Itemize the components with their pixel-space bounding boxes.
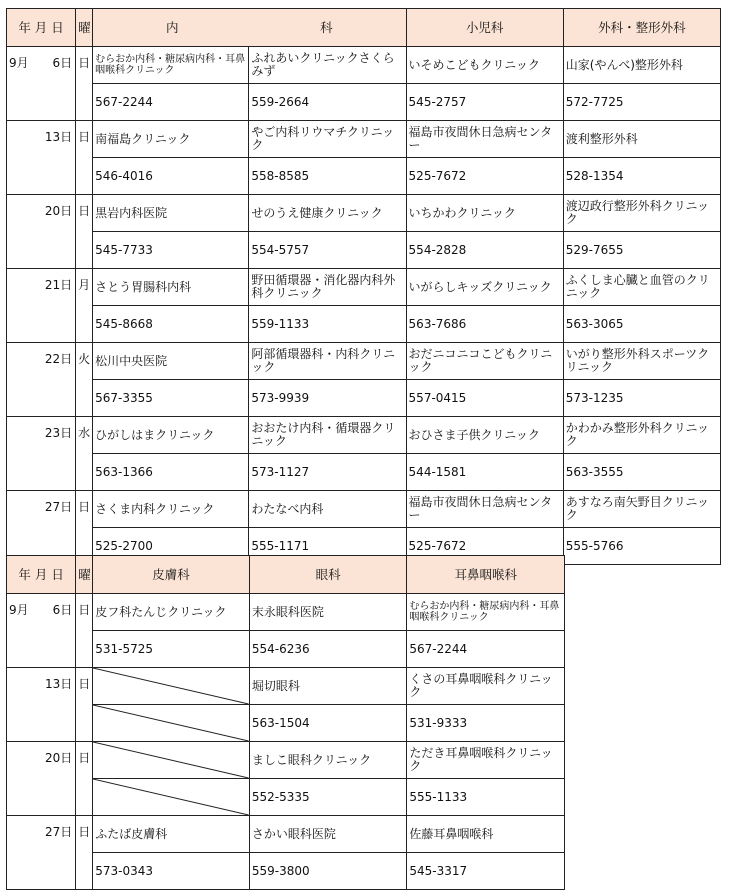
clinic-ent: くさの耳鼻咽喉科クリニック [407, 668, 565, 705]
date-cell [7, 195, 76, 269]
phone-pediatrics: 525-7672 [406, 158, 563, 195]
phone-pediatrics: 544-1581 [406, 454, 563, 491]
month-label: 9月 [9, 603, 29, 617]
day-label: 13日 [44, 677, 73, 691]
header-internal-medicine [93, 9, 406, 47]
phone-pediatrics: 563-7686 [406, 306, 563, 343]
clinic-internal-1: さくま内科クリニック [93, 491, 249, 528]
clinic-internal-2: おおたけ内科・循環器クリニック [249, 417, 406, 454]
clinic-dermatology: ふたば皮膚科 [93, 816, 250, 853]
no-dermatology-slash [93, 742, 250, 779]
clinic-pediatrics: いちかわクリニック [406, 195, 563, 232]
weekday-cell: 日 [76, 47, 93, 121]
phone-internal-1: 525-2700 [93, 528, 249, 565]
weekday-cell: 月 [76, 269, 93, 343]
clinic-ophthalmology: 末永眼科医院 [249, 594, 407, 631]
clinic-internal-1: むらおか内科・糖尿病内科・耳鼻咽喉科クリニック [93, 47, 249, 84]
clinic-pediatrics: 福島市夜間休日急病センター [406, 121, 563, 158]
phone-pediatrics: 525-7672 [406, 528, 563, 565]
table-row-phone [7, 454, 721, 491]
table-row-phone [7, 306, 721, 343]
phone-ent: 531-9333 [407, 705, 565, 742]
clinic-surgery: ふくしま心臓と血管のクリニック [563, 269, 720, 306]
phone-surgery: 573-1235 [563, 380, 720, 417]
header-internal-nai: 内 [165, 20, 179, 35]
clinic-surgery: あすなろ南矢野目クリニック [563, 491, 720, 528]
weekday-cell: 日 [76, 742, 93, 816]
day-label: 27日 [44, 500, 73, 514]
weekday-cell: 日 [76, 195, 93, 269]
phone-internal-1: 545-7733 [93, 232, 249, 269]
clinic-internal-1: 南福島クリニック [93, 121, 249, 158]
table-row [7, 491, 721, 528]
no-dermatology-slash [93, 779, 250, 816]
table-row [7, 742, 565, 779]
phone-internal-2: 554-5757 [249, 232, 406, 269]
clinic-internal-2: ふれあいクリニックさくらみず [249, 47, 406, 84]
phone-ophthalmology: 559-3800 [249, 853, 407, 890]
phone-pediatrics: 557-0415 [406, 380, 563, 417]
day-label: 23日 [44, 426, 73, 440]
clinic-surgery: かわかみ整形外科クリニック [563, 417, 720, 454]
clinic-surgery: 渡辺政行整形外科クリニック [563, 195, 720, 232]
clinic-internal-2: 野田循環器・消化器内科外科クリニック [249, 269, 406, 306]
phone-surgery: 572-7725 [563, 84, 720, 121]
clinic-ophthalmology: ましこ眼科クリニック [249, 742, 407, 779]
table-row-phone [7, 158, 721, 195]
table-row-phone [7, 380, 721, 417]
clinic-internal-2: せのうえ健康クリニック [249, 195, 406, 232]
clinic-dermatology: 皮フ科たんじクリニック [93, 594, 250, 631]
clinic-surgery: 渡利整形外科 [563, 121, 720, 158]
phone-internal-2: 555-1171 [249, 528, 406, 565]
clinic-ent: むらおか内科・糖尿病内科・耳鼻咽喉科クリニック [407, 594, 565, 631]
weekday-cell: 日 [76, 491, 93, 565]
header-surgery: 外科・整形外科 [563, 9, 720, 47]
clinic-ent: ただき耳鼻咽喉科クリニック [407, 742, 565, 779]
day-label: 22日 [44, 352, 73, 366]
phone-pediatrics: 554-2828 [406, 232, 563, 269]
clinic-pediatrics: 福島市夜間休日急病センター [406, 491, 563, 528]
date-cell [7, 742, 76, 816]
phone-ophthalmology: 552-5335 [249, 779, 407, 816]
table-row [7, 668, 565, 705]
header-dermatology: 皮膚科 [93, 556, 250, 594]
phone-internal-1: 546-4016 [93, 158, 249, 195]
date-cell [7, 121, 76, 195]
clinic-surgery: 山家(やんべ)整形外科 [563, 47, 720, 84]
phone-surgery: 563-3065 [563, 306, 720, 343]
phone-internal-1: 567-2244 [93, 84, 249, 121]
clinic-ent: 佐藤耳鼻咽喉科 [407, 816, 565, 853]
date-cell [7, 47, 76, 121]
date-cell [7, 343, 76, 417]
table-row [7, 594, 565, 631]
date-cell [7, 417, 76, 491]
weekday-cell: 水 [76, 417, 93, 491]
duty-table-specialty [6, 555, 565, 890]
day-label: 20日 [44, 751, 73, 765]
header-ophthalmology: 眼科 [249, 556, 407, 594]
header-date: 年 月 日 [7, 556, 76, 594]
no-dermatology-slash [93, 705, 250, 742]
table-row [7, 417, 721, 454]
header-ent: 耳鼻咽喉科 [407, 556, 565, 594]
table-row [7, 343, 721, 380]
clinic-internal-2: わたなべ内科 [249, 491, 406, 528]
table-row [7, 816, 565, 853]
date-cell [7, 269, 76, 343]
day-label: 13日 [44, 130, 73, 144]
header-date: 年 月 日 [7, 9, 76, 47]
phone-ent: 555-1133 [407, 779, 565, 816]
phone-surgery: 563-3555 [563, 454, 720, 491]
phone-internal-2: 559-2664 [249, 84, 406, 121]
table-row [7, 47, 721, 84]
phone-internal-1: 545-8668 [93, 306, 249, 343]
phone-internal-2: 573-9939 [249, 380, 406, 417]
phone-ophthalmology: 554-6236 [249, 631, 407, 668]
phone-dermatology: 573-0343 [93, 853, 250, 890]
header-internal-ka: 科 [320, 20, 333, 35]
phone-surgery: 555-5766 [563, 528, 720, 565]
clinic-ophthalmology: さかい眼科医院 [249, 816, 407, 853]
table-row-phone [7, 84, 721, 121]
phone-ent: 567-2244 [407, 631, 565, 668]
header-weekday: 曜 [76, 556, 93, 594]
phone-internal-2: 558-8585 [249, 158, 406, 195]
clinic-pediatrics: おだニコニコこどもクリニック [406, 343, 563, 380]
clinic-pediatrics: いそめこどもクリニック [406, 47, 563, 84]
date-cell [7, 594, 76, 668]
clinic-internal-2: 阿部循環器科・内科クリニック [249, 343, 406, 380]
day-label: 21日 [44, 278, 73, 292]
day-label: 6日 [52, 56, 73, 70]
clinic-internal-2: やご内科リウマチクリニック [249, 121, 406, 158]
table-row [7, 195, 721, 232]
phone-ent: 545-3317 [407, 853, 565, 890]
header-weekday: 曜 [76, 9, 93, 47]
phone-internal-1: 563-1366 [93, 454, 249, 491]
phone-surgery: 529-7655 [563, 232, 720, 269]
phone-pediatrics: 545-2757 [406, 84, 563, 121]
clinic-surgery: いがり整形外科スポーツクリニック [563, 343, 720, 380]
day-label: 27日 [44, 825, 73, 839]
phone-dermatology: 531-5725 [93, 631, 250, 668]
month-label: 9月 [9, 56, 29, 70]
date-cell [7, 491, 76, 565]
weekday-cell: 日 [76, 668, 93, 742]
clinic-internal-1: 黒岩内科医院 [93, 195, 249, 232]
phone-internal-1: 567-3355 [93, 380, 249, 417]
clinic-internal-1: さとう胃腸科内科 [93, 269, 249, 306]
day-label: 20日 [44, 204, 73, 218]
clinic-pediatrics: いがらしキッズクリニック [406, 269, 563, 306]
table-row [7, 269, 721, 306]
table-row [7, 121, 721, 158]
weekday-cell: 日 [76, 816, 93, 890]
phone-internal-2: 559-1133 [249, 306, 406, 343]
table-row-phone [7, 232, 721, 269]
no-dermatology-slash [93, 668, 250, 705]
phone-internal-2: 573-1127 [249, 454, 406, 491]
day-label: 6日 [52, 603, 73, 617]
clinic-internal-1: 松川中央医院 [93, 343, 249, 380]
clinic-internal-1: ひがしはまクリニック [93, 417, 249, 454]
date-cell [7, 816, 76, 890]
clinic-ophthalmology: 堀切眼科 [249, 668, 407, 705]
weekday-cell: 日 [76, 121, 93, 195]
date-cell [7, 668, 76, 742]
clinic-pediatrics: おひさま子供クリニック [406, 417, 563, 454]
phone-ophthalmology: 563-1504 [249, 705, 407, 742]
duty-table-internal [6, 8, 721, 565]
phone-surgery: 528-1354 [563, 158, 720, 195]
weekday-cell: 日 [76, 594, 93, 668]
header-pediatrics: 小児科 [406, 9, 563, 47]
weekday-cell: 火 [76, 343, 93, 417]
